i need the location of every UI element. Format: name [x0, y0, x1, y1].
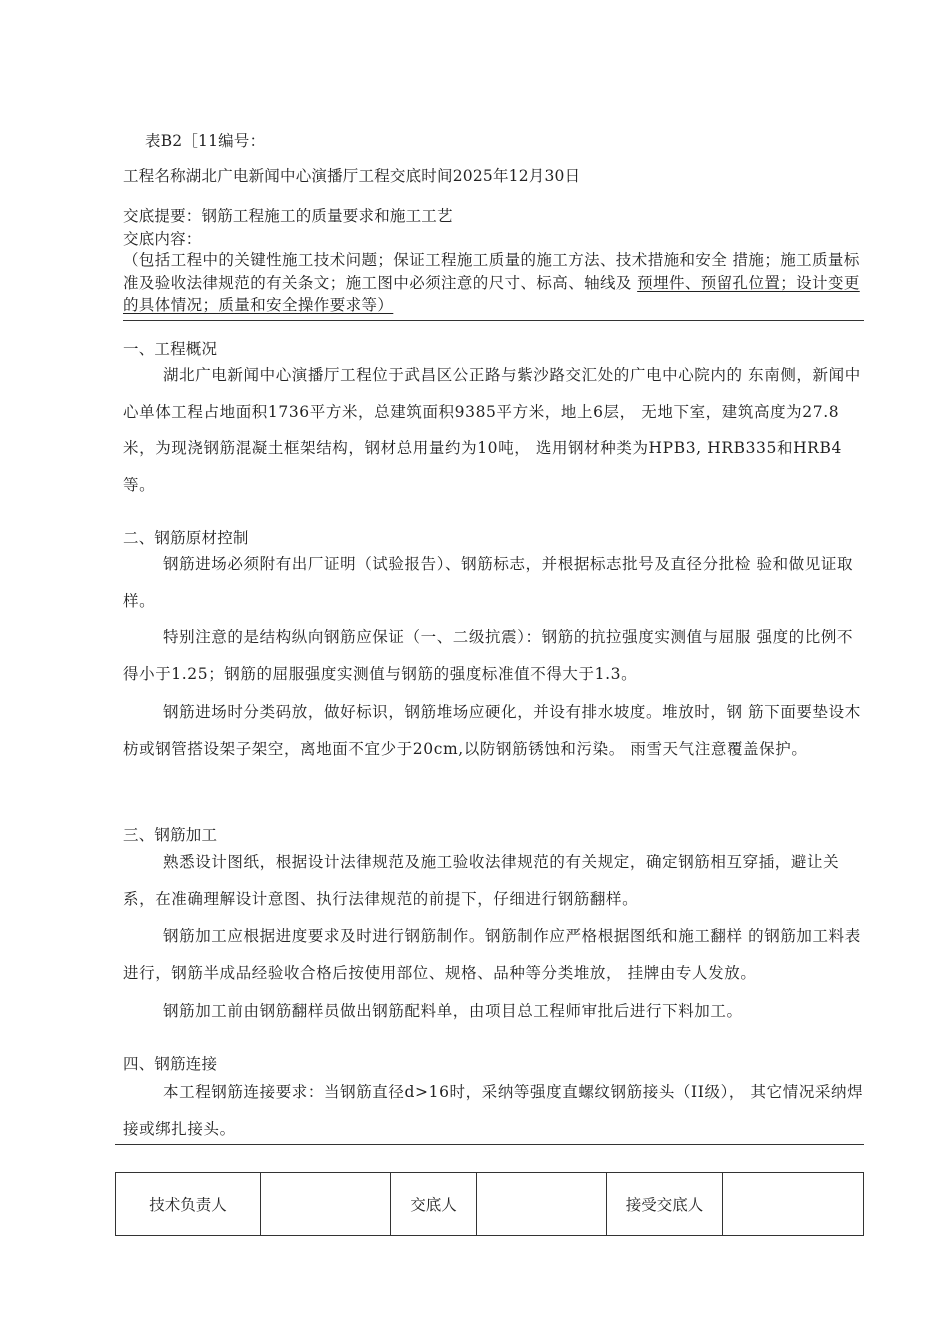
- section-paragraph: 特别注意的是结构纵向钢筋应保证（一、二级抗震）：钢筋的抗拉强度实测值与屈服 强度的比例不得小于1.25；钢筋的屈服强度实测值与钢筋的强度标准值不得大于1.3。: [123, 628, 854, 683]
- section-heading: 一、工程概况: [123, 340, 218, 358]
- receiver-signature-field[interactable]: [723, 1173, 864, 1236]
- header-divider: [123, 320, 864, 321]
- section-paragraph: 钢筋进场时分类码放，做好标识，钢筋堆场应硬化，并设有排水坡度。堆放时，钢 筋下面要垫设木枋或钢管搭设架子架空，离地面不宜少于20cm,以防钢筋锈蚀和污染。 雨雪天气注意覆盖保护。: [123, 703, 861, 758]
- disclosure-content-label: 交底内容：: [123, 230, 202, 248]
- section-paragraph: 本工程钢筋连接要求：当钢筋直径d>16时，采纳等强度直螺纹钢筋接头（II级）， 其它情况采纳焊接或绑扎接头。: [123, 1083, 864, 1138]
- section-paragraph: 熟悉设计图纸，根据设计法律规范及施工验收法律规范的有关规定，确定钢筋相互穿插，避让关系，在准确理解设计意图、执行法律规范的前提下，仔细进行钢筋翻样。: [123, 853, 840, 908]
- section-paragraph: 湖北广电新闻中心演播厅工程位于武昌区公正路与紫沙路交汇处的广电中心院内的 东南侧，新闻中心单体工程占地面积1736平方米，总建筑面积9385平方米，地上6层， 无地下室，建筑高度为27.8米，为现浇钢筋混凝土框架结构，钢材总用量约为10吨， 选用钢材种类为HPB3, HRB335和HRB4等。: [123, 366, 861, 494]
- tech-lead-label: 技术负责人: [116, 1173, 261, 1236]
- disclosure-note: [123, 249, 865, 317]
- disclosure-note-underlined: 预埋件、预留孔位置；设计变更的具体情况；质量和安全操作要求等）: [123, 273, 860, 314]
- section-heading: 四、钢筋连接: [123, 1055, 218, 1073]
- receiver-label: 接受交底人: [607, 1173, 723, 1236]
- discloser-signature-field[interactable]: [477, 1173, 607, 1236]
- section-heading: 二、钢筋原材控制: [123, 529, 249, 547]
- disclosure-summary: 交底提要：钢筋工程施工的质量要求和施工工艺: [123, 207, 453, 225]
- section-paragraph: 钢筋加工应根据进度要求及时进行钢筋制作。钢筋制作应严格根据图纸和施工翻样 的钢筋加工料表进行，钢筋半成品经验收合格后按使用部位、规格、品种等分类堆放， 挂牌由专人发放。: [123, 927, 861, 982]
- content-divider: [115, 1144, 864, 1145]
- section-paragraph: 钢筋进场必须附有出厂证明（试验报告）、钢筋标志，并根据标志批号及直径分批检 验和做见证取样。: [123, 555, 854, 610]
- section-heading: 三、钢筋加工: [123, 826, 218, 844]
- tech-lead-signature-field[interactable]: [261, 1173, 391, 1236]
- section-paragraph: 钢筋加工前由钢筋翻样员做出钢筋配料单，由项目总工程师审批后进行下料加工。: [163, 1002, 743, 1020]
- disclosure-note-text: （包括工程中的关键性施工技术问题；保证工程施工质量的施工方法、技术措施和安全 措施；施工质量标准及验收法律规范的有关条文；施工图中必须注意的尺寸、标高、轴线及: [123, 251, 860, 292]
- form-number: 表B2［11编号：: [145, 132, 266, 150]
- signature-table: [115, 1172, 864, 1236]
- discloser-label: 交底人: [391, 1173, 477, 1236]
- project-info-line: 工程名称湖北广电新闻中心演播厅工程交底时间2025年12月30日: [123, 167, 581, 185]
